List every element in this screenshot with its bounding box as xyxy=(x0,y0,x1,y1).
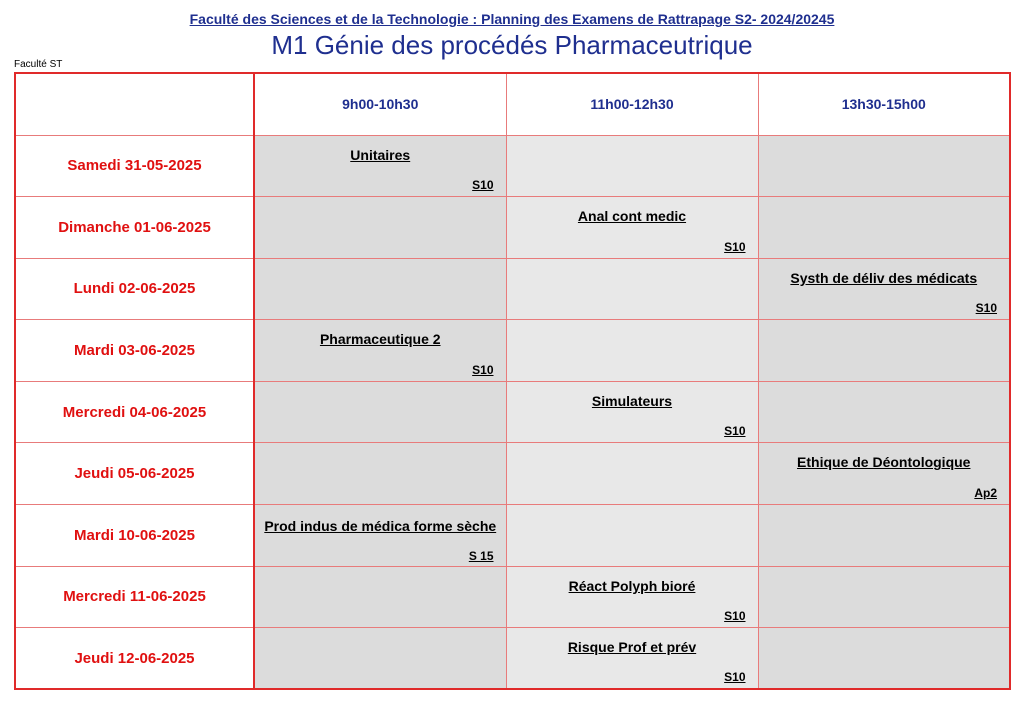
time-slot-header: 11h00-12h30 xyxy=(506,73,758,135)
day-label: Mercredi 11-06-2025 xyxy=(15,566,254,628)
schedule-cell xyxy=(758,135,1010,197)
exam-name: Réact Polyph bioré xyxy=(568,577,696,594)
schedule-cell xyxy=(506,381,758,443)
day-label: Lundi 02-06-2025 xyxy=(15,258,254,320)
table-row xyxy=(15,443,1010,505)
day-label: Mercredi 04-06-2025 xyxy=(15,381,254,443)
table-row xyxy=(15,197,1010,259)
faculty-label: Faculté ST xyxy=(14,59,63,70)
room-label: S10 xyxy=(472,362,494,377)
schedule-cell xyxy=(254,566,506,628)
exam-name: Simulateurs xyxy=(591,392,673,409)
day-label: Jeudi 05-06-2025 xyxy=(15,443,254,505)
schedule-cell xyxy=(758,566,1010,628)
document-title: Faculté des Sciences et de la Technologie : Planning des Examens de Rattrapage S2- 2024/20245 xyxy=(189,11,835,27)
schedule-cell xyxy=(758,505,1010,567)
schedule-cell xyxy=(758,628,1010,690)
schedule-cell xyxy=(506,135,758,197)
schedule-cell xyxy=(506,197,758,259)
schedule-cell xyxy=(758,443,1010,505)
table-row xyxy=(15,566,1010,628)
exam-schedule-table xyxy=(14,72,1011,690)
schedule-cell xyxy=(758,258,1010,320)
exam-name: Risque Prof et prév xyxy=(567,639,697,656)
schedule-cell xyxy=(758,197,1010,259)
exam-name: Pharmaceutique 2 xyxy=(319,331,441,348)
time-slot-header-row xyxy=(15,73,1010,135)
schedule-cell xyxy=(254,320,506,382)
room-label: S10 xyxy=(724,609,746,624)
schedule-cell xyxy=(758,381,1010,443)
schedule-cell xyxy=(506,443,758,505)
room-label: S10 xyxy=(975,301,997,316)
room-label: Ap2 xyxy=(974,486,997,501)
exam-name: Ethique de Déontologique xyxy=(797,454,971,471)
program-title: M1 Génie des procédés Pharmaceutrique xyxy=(271,30,753,60)
table-row xyxy=(15,320,1010,382)
schedule-cell xyxy=(506,505,758,567)
schedule-cell xyxy=(254,628,506,690)
table-row xyxy=(15,258,1010,320)
schedule-cell xyxy=(506,628,758,690)
room-label: S 15 xyxy=(468,548,494,563)
schedule-cell xyxy=(254,381,506,443)
table-row xyxy=(15,505,1010,567)
schedule-cell xyxy=(506,258,758,320)
time-slot-header: 9h00-10h30 xyxy=(254,73,506,135)
table-row xyxy=(15,381,1010,443)
room-label: S10 xyxy=(724,424,746,439)
exam-name: Anal cont medic xyxy=(577,208,687,225)
room-label: S10 xyxy=(472,178,494,193)
schedule-cell xyxy=(254,135,506,197)
schedule-cell xyxy=(506,566,758,628)
table-row xyxy=(15,135,1010,197)
schedule-cell xyxy=(254,443,506,505)
header-corner-cell xyxy=(15,73,254,135)
schedule-cell xyxy=(506,320,758,382)
day-label: Mardi 03-06-2025 xyxy=(15,320,254,382)
day-label: Mardi 10-06-2025 xyxy=(15,505,254,567)
schedule-cell xyxy=(254,505,506,567)
day-label: Jeudi 12-06-2025 xyxy=(15,628,254,690)
schedule-cell xyxy=(758,320,1010,382)
day-label: Samedi 31-05-2025 xyxy=(15,135,254,197)
day-label: Dimanche 01-06-2025 xyxy=(15,197,254,259)
room-label: S10 xyxy=(724,239,746,254)
exam-name: Systh de déliv des médicats xyxy=(790,269,978,286)
time-slot-header: 13h30-15h00 xyxy=(758,73,1010,135)
exam-name: Unitaires xyxy=(350,146,411,163)
schedule-cell xyxy=(254,197,506,259)
schedule-cell xyxy=(254,258,506,320)
table-row xyxy=(15,628,1010,690)
room-label: S10 xyxy=(724,670,746,685)
exam-name: Prod indus de médica forme sèche xyxy=(264,518,497,535)
